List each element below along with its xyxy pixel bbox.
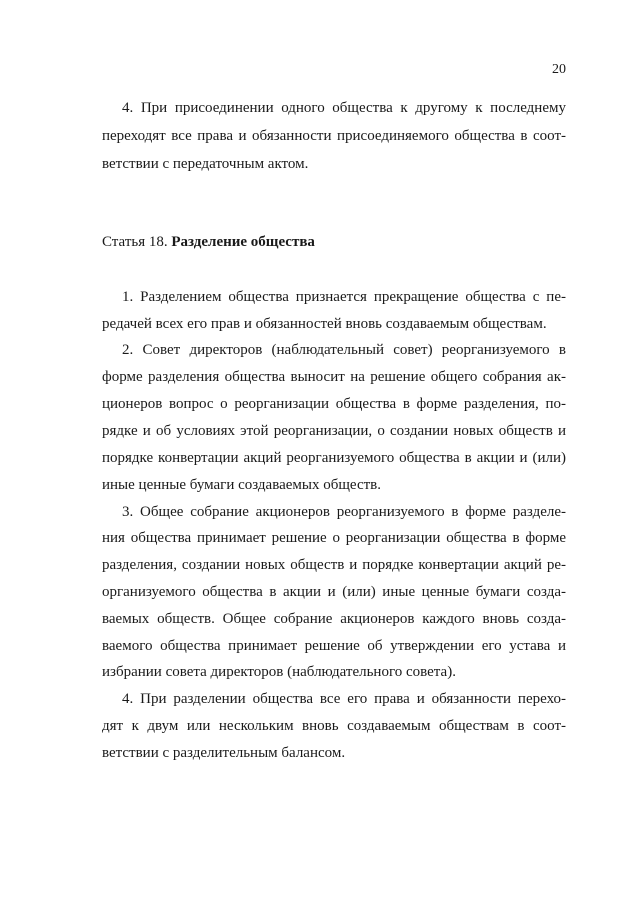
article-label: Статья 18.: [102, 234, 168, 250]
text-line: переходят все права и обязанности присоединяемого общества в соот-: [102, 128, 566, 144]
text-line: 1. Разделением общества признается прекращение общества с пе-: [122, 289, 566, 305]
text-line: ветствии с передаточным актом.: [102, 156, 309, 172]
text-line: иные ценные бумаги создаваемых обществ.: [102, 477, 381, 493]
text-line: организуемого общества в акции и (или) иные ценные бумаги созда-: [102, 584, 566, 600]
text-line: 4. При присоединении одного общества к другому к последнему: [122, 100, 566, 116]
text-line: избрании совета директоров (наблюдательного совета).: [102, 664, 456, 680]
text-line: форме разделения общества выносит на решение общего собрания ак-: [102, 369, 566, 385]
article-heading: [102, 232, 315, 252]
text-line: редачей всех его прав и обязанностей вновь создаваемым обществам.: [102, 316, 547, 332]
text-line: 4. При разделении общества все его права и обязанности перехо-: [122, 691, 566, 707]
page-number: 20: [552, 62, 566, 77]
text-line: ния общества принимает решение о реорганизации общества в форме: [102, 530, 566, 546]
text-line: ционеров вопрос о реорганизации общества в форме разделения, по-: [102, 396, 566, 412]
text-line: 3. Общее собрание акционеров реорганизуемого в форме разделе-: [122, 504, 566, 520]
article-title: Разделение общества: [171, 234, 315, 250]
text-line: 2. Совет директоров (наблюдательный совет) реорганизуемого в: [122, 342, 566, 358]
text-line: порядке конвертации акций реорганизуемого общества в акции и (или): [102, 450, 566, 466]
text-line: разделения, создании новых обществ и порядке конвертации акций ре-: [102, 557, 566, 573]
text-line: ваемых обществ. Общее собрание акционеров каждого вновь созда-: [102, 611, 566, 627]
text-line: ветствии с разделительным балансом.: [102, 745, 346, 761]
text-line: ваемого общества принимает решение об утверждении его устава и: [102, 638, 566, 654]
text-line: рядке и об условиях этой реорганизации, о создании новых обществ и: [102, 423, 566, 439]
text-line: дят к двум или нескольким вновь создаваемым обществам в соот-: [102, 718, 566, 734]
